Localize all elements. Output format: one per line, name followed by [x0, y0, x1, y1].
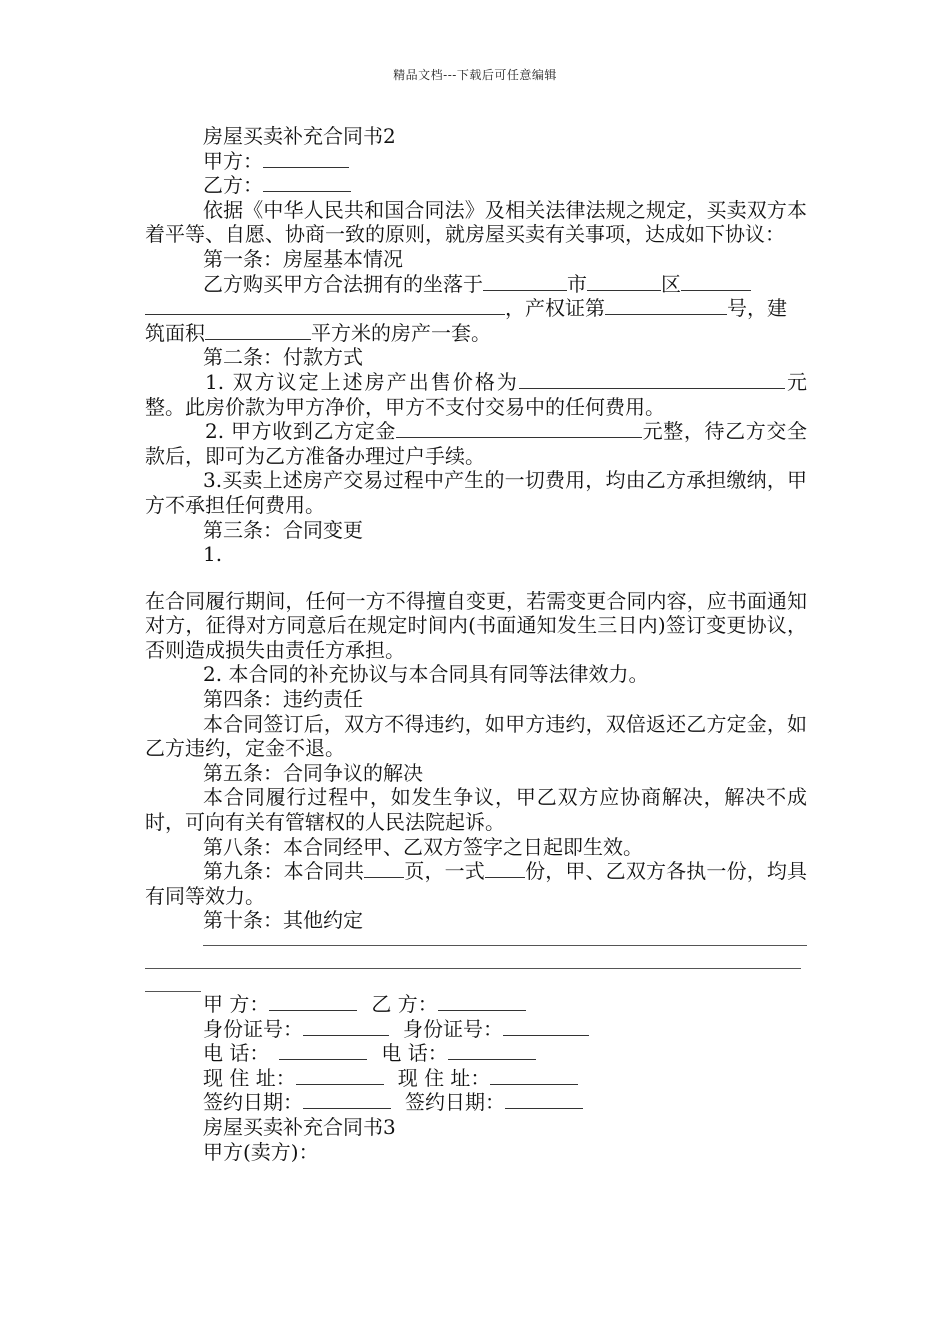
district-blank[interactable]	[587, 272, 661, 291]
other-terms-blank-3[interactable]	[145, 979, 201, 992]
article-5-title: 第五条：合同争议的解决	[203, 760, 423, 785]
area-label: 筑面积	[145, 320, 205, 345]
intro-paragraph: 依据《中华人民共和国合同法》及相关法律法规之规定，买卖双方本着平等、自愿、协商一致的原则，就房屋买卖有关事项，达成如下协议：	[145, 197, 807, 247]
date-a-blank[interactable]	[303, 1090, 391, 1109]
district-label: 区	[661, 271, 681, 296]
article-8: 第八条：本合同经甲、乙双方签字之日起即生效。	[203, 834, 643, 859]
deposit-suffix: 元整，待乙方交全款后，即可为乙方准备办理过户手续。	[145, 419, 807, 468]
article-4-title: 第四条：违约责任	[203, 687, 363, 712]
copies-label: 页，一式	[404, 859, 485, 884]
phone-b-blank[interactable]	[448, 1041, 536, 1060]
article-9	[145, 859, 807, 908]
city-blank[interactable]	[483, 272, 567, 291]
article-9-suffix: 份，甲、乙双方各执一份，均具有同等效力。	[145, 859, 808, 908]
addr-a-blank[interactable]	[296, 1066, 384, 1085]
article-2-item-1	[145, 370, 807, 419]
other-terms-blank-2[interactable]	[145, 956, 801, 969]
sign-b-label: 乙 方：	[371, 992, 438, 1016]
sign-row-date	[203, 1090, 807, 1115]
addr-b-blank[interactable]	[490, 1066, 578, 1085]
id-b-label: 身份证号：	[403, 1016, 503, 1041]
party-b-line	[145, 173, 807, 198]
article-1-title: 第一条：房屋基本情况	[203, 246, 403, 271]
address-blank-b[interactable]	[145, 296, 505, 315]
article-5-paragraph: 本合同履行过程中，如发生争议，甲乙双方应协商解决，解决不成时，可向有关有管辖权的人民法院起诉。	[145, 785, 807, 835]
date-a-label: 签约日期：	[203, 1090, 303, 1115]
party-a-blank[interactable]	[263, 149, 349, 168]
id-b-blank[interactable]	[503, 1017, 589, 1036]
city-label: 市	[567, 271, 587, 296]
party-b-label: 乙方：	[203, 173, 263, 198]
cert-number-blank[interactable]	[605, 296, 727, 315]
page-header: 精品文档---下载后可任意编辑	[393, 68, 557, 82]
article-10-title: 第十条：其他约定	[203, 908, 363, 933]
price-label: 1. 双方议定上述房产出售价格为	[205, 369, 519, 394]
article-3-item-1-number: 1.	[203, 542, 223, 567]
sign-row-id	[203, 1017, 807, 1042]
article-4-paragraph: 本合同签订后，双方不得违约，如甲方违约，双倍返还乙方定金，如乙方违约，定金不退。	[145, 711, 807, 761]
phone-a-blank[interactable]	[279, 1041, 367, 1060]
sign-row-party	[203, 992, 807, 1017]
date-b-label: 签约日期：	[405, 1090, 505, 1115]
contract-title-2: 房屋买卖补充合同书2	[203, 124, 396, 148]
price-blank[interactable]	[519, 370, 785, 389]
price-suffix: 元整。此房价款为甲方净价，甲方不支付交易中的任何费用。	[145, 369, 807, 419]
id-a-label: 身份证号：	[203, 1016, 303, 1041]
article-2-title: 第二条：付款方式	[203, 345, 363, 370]
addr-a-label: 现 住 址：	[203, 1065, 296, 1090]
sign-a-blank[interactable]	[269, 992, 357, 1011]
phone-a-label: 电 话：	[203, 1041, 270, 1066]
pages-blank[interactable]	[364, 859, 404, 878]
area-blank[interactable]	[205, 321, 311, 340]
phone-b-label: 电 话：	[381, 1041, 448, 1066]
party-a-line	[145, 149, 807, 174]
sign-row-phone	[203, 1041, 807, 1066]
party-b-blank[interactable]	[263, 173, 351, 192]
article-1-paragraph	[145, 272, 807, 346]
article-3-item-1: 在合同履行期间，任何一方不得擅自变更，若需变更合同内容，应书面通知对方，征得对方同意后在规定时间内(书面通知发生三日内)签订变更协议，否则造成损失由责任方承担。	[145, 588, 807, 662]
contract-title-3: 房屋买卖补充合同书3	[203, 1114, 396, 1139]
area-suffix: 平方米的房产一套。	[311, 320, 491, 345]
deposit-label: 2. 甲方收到乙方定金	[205, 419, 397, 444]
date-b-blank[interactable]	[505, 1090, 583, 1109]
address-blank-a[interactable]	[681, 272, 751, 291]
pages-label: 第九条：本合同共	[203, 859, 365, 884]
copies-blank[interactable]	[485, 859, 525, 878]
seller-label: 甲方(卖方)：	[203, 1139, 319, 1164]
cert-label: ，产权证第	[505, 296, 605, 321]
article-3-item-2: 2. 本合同的补充协议与本合同具有同等法律效力。	[203, 662, 649, 687]
other-terms-blank-1[interactable]	[203, 933, 807, 946]
article-1-text-a: 乙方购买甲方合法拥有的坐落于	[203, 271, 483, 296]
addr-b-label: 现 住 址：	[397, 1065, 491, 1090]
id-a-blank[interactable]	[303, 1017, 389, 1036]
sign-a-label: 甲 方：	[203, 992, 270, 1016]
deposit-blank[interactable]	[396, 419, 642, 438]
article-3-title: 第三条：合同变更	[203, 517, 363, 542]
party-a-label: 甲方：	[203, 148, 263, 173]
article-2-item-3: 3.买卖上述房产交易过程中产生的一切费用，均由乙方承担缴纳，甲方不承担任何费用。	[145, 468, 807, 517]
sign-row-address	[203, 1066, 807, 1091]
cert-suffix: 号，建	[727, 296, 787, 321]
sign-b-blank[interactable]	[438, 992, 526, 1011]
contract-body	[145, 124, 807, 1164]
article-2-item-2	[145, 419, 807, 468]
